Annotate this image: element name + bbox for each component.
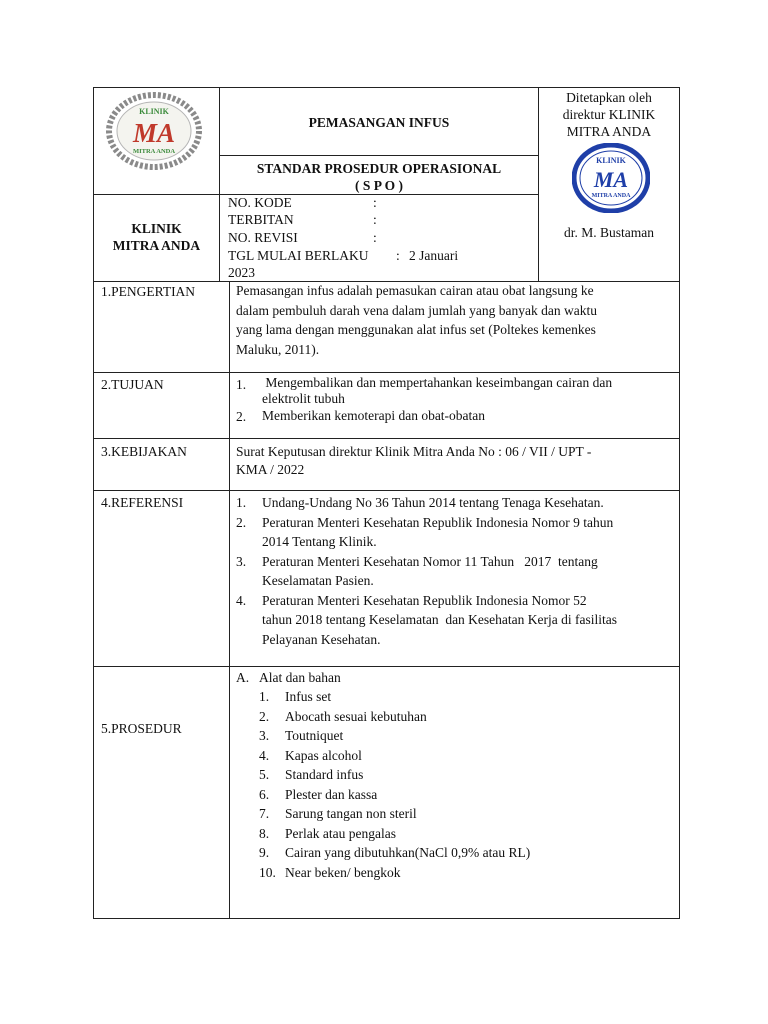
section-label-kebijakan: 3.KEBIJAKAN xyxy=(101,444,187,459)
list-num: 1. xyxy=(259,689,270,704)
list-num: 5. xyxy=(259,767,270,782)
spo-subtitle-line2: ( S P O ) xyxy=(354,178,403,193)
body-left-border xyxy=(93,281,94,919)
tujuan-line: elektrolit tubuh xyxy=(262,391,345,406)
list-item xyxy=(259,746,674,766)
list-item xyxy=(259,804,674,824)
svg-text:KLINIK: KLINIK xyxy=(139,107,169,116)
section-label-prosedur: 5.PROSEDUR xyxy=(101,721,182,736)
referensi-line: Pelayanan Kesehatan. xyxy=(262,631,381,647)
clinic-name-line2: MITRA ANDA xyxy=(112,238,201,253)
list-num: 2. xyxy=(236,514,247,530)
field-start-date-year: 2023 xyxy=(228,265,255,280)
section-label-referensi: 4.REFERENSI xyxy=(101,495,184,510)
section-label-tujuan: 2.TUJUAN xyxy=(101,377,164,392)
list-num: 2. xyxy=(236,409,247,424)
list-num: 4. xyxy=(236,592,247,608)
list-item xyxy=(236,375,676,407)
list-item xyxy=(259,824,674,844)
spo-subtitle-line1: STANDAR PROSEDUR OPERASIONAL xyxy=(256,161,502,176)
list-item xyxy=(259,785,674,805)
list-item xyxy=(236,513,676,552)
field-terbitan-label: TERBITAN xyxy=(228,212,294,227)
field-start-date-label: TGL MULAI BERLAKU xyxy=(228,248,369,263)
field-terbitan-sep: : xyxy=(373,212,377,227)
field-no-kode-label: NO. KODE xyxy=(228,195,292,210)
svg-text:MA: MA xyxy=(132,118,176,148)
referensi-line: Peraturan Menteri Kesehatan Republik Indonesia Nomor 9 tahun xyxy=(262,514,614,530)
list-item xyxy=(259,843,674,863)
prosedur-heading: Alat dan bahan xyxy=(259,670,341,685)
list-num: 3. xyxy=(236,553,247,569)
referensi-list xyxy=(236,493,676,649)
list-num: 2. xyxy=(259,708,270,724)
body-bottom-border xyxy=(93,918,680,919)
list-text: Toutniquet xyxy=(285,728,344,743)
body-right-border xyxy=(679,281,680,919)
list-text: Sarung tangan non steril xyxy=(285,806,417,821)
list-text: Infus set xyxy=(285,689,332,704)
referensi-line: Peraturan Menteri Kesehatan Nomor 11 Tahun 2017 tentang xyxy=(262,553,598,569)
pengertian-text xyxy=(236,281,676,359)
list-num: 3. xyxy=(259,728,270,743)
referensi-line: Undang-Undang No 36 Tahun 2014 tentang Tenaga Kesehatan. xyxy=(262,495,604,510)
field-start-date-value: 2 Januari xyxy=(409,248,459,263)
clinic-logo-right xyxy=(572,143,650,213)
list-num: 8. xyxy=(259,825,270,841)
approval-line3: MITRA ANDA xyxy=(566,124,652,139)
referensi-line: tahun 2018 tentang Keselamatan dan Kesehatan Kerja di fasilitas xyxy=(262,612,618,627)
field-no-revisi-sep: : xyxy=(373,230,377,245)
approval-line2: direktur KLINIK xyxy=(562,107,656,122)
list-text: Perlak atau pengalas xyxy=(285,825,396,841)
list-num: 10. xyxy=(259,864,276,880)
kebijakan-line: Surat Keputusan direktur Klinik Mitra Anda No : 06 / VII / UPT - xyxy=(236,444,592,459)
clinic-name-line1: KLINIK xyxy=(131,221,182,236)
prosedur-heading-num: A. xyxy=(236,670,250,685)
referensi-line: 2014 Tentang Klinik. xyxy=(262,534,377,549)
list-item xyxy=(236,493,676,513)
list-num: 7. xyxy=(259,806,270,821)
prosedur-list xyxy=(259,687,674,882)
referensi-line: Peraturan Menteri Kesehatan Republik Indonesia Nomor 52 xyxy=(262,592,587,608)
list-text: Kapas alcohol xyxy=(285,747,362,763)
list-num: 4. xyxy=(259,747,270,763)
pengertian-line: Maluku, 2011). xyxy=(236,341,320,357)
field-no-revisi-label: NO. REVISI xyxy=(228,230,298,245)
list-item xyxy=(236,552,676,591)
field-no-kode-sep: : xyxy=(373,195,377,210)
header-right-border xyxy=(679,87,680,282)
pengertian-line: Pemasangan infus adalah pemasukan cairan atau obat langsung ke xyxy=(236,283,594,298)
svg-text:KLINIK: KLINIK xyxy=(596,156,626,165)
tujuan-list xyxy=(236,375,676,425)
list-item xyxy=(259,863,674,883)
list-item xyxy=(259,687,674,707)
clinic-logo-left xyxy=(106,92,202,170)
list-item xyxy=(236,407,676,425)
list-item xyxy=(259,765,674,785)
list-item xyxy=(236,591,676,650)
header-top-border xyxy=(93,87,680,88)
pengertian-line: yang lama dengan menggunakan alat infus set (Poltekes kemenkes xyxy=(236,322,596,337)
list-num: 1. xyxy=(236,495,247,510)
svg-text:MITRA ANDA: MITRA ANDA xyxy=(591,193,631,199)
pengertian-line: dalam pembuluh darah vena dalam jumlah yang banyak dan waktu xyxy=(236,302,598,318)
referensi-line: Keselamatan Pasien. xyxy=(262,573,374,588)
list-text: Plester dan kassa xyxy=(285,786,378,802)
document-title: PEMASANGAN INFUS xyxy=(308,115,450,130)
list-text: Standard infus xyxy=(285,767,364,782)
approval-line1: Ditetapkan oleh xyxy=(566,90,652,105)
row-divider-2 xyxy=(93,438,680,439)
tujuan-line: Memberikan kemoterapi dan obat-obatan xyxy=(262,408,486,423)
row-divider-1 xyxy=(93,372,680,373)
list-item xyxy=(259,726,674,746)
tujuan-line: Mengembalikan dan mempertahankan keseimbangan cairan dan xyxy=(262,375,613,390)
svg-text:MITRA ANDA: MITRA ANDA xyxy=(132,148,176,155)
svg-text:MA: MA xyxy=(593,167,629,192)
title-bottom-border xyxy=(219,155,538,156)
list-num: 1. xyxy=(236,377,247,392)
list-text: Abocath sesuai kebutuhan xyxy=(285,708,427,724)
signer-name: dr. M. Bustaman xyxy=(564,225,654,240)
field-start-date-sep: : xyxy=(396,248,400,263)
row-divider-4 xyxy=(93,666,680,667)
list-num: 9. xyxy=(259,845,270,860)
body-column-divider xyxy=(229,281,230,919)
list-num: 6. xyxy=(259,786,270,802)
list-text: Near beken/ bengkok xyxy=(285,864,401,880)
list-item xyxy=(259,707,674,727)
kebijakan-text xyxy=(236,443,676,479)
list-text: Cairan yang dibutuhkan(NaCl 0,9% atau RL) xyxy=(285,845,531,860)
row-divider-3 xyxy=(93,490,680,491)
section-label-pengertian: 1.PENGERTIAN xyxy=(101,284,196,299)
kebijakan-line: KMA / 2022 xyxy=(236,462,305,477)
